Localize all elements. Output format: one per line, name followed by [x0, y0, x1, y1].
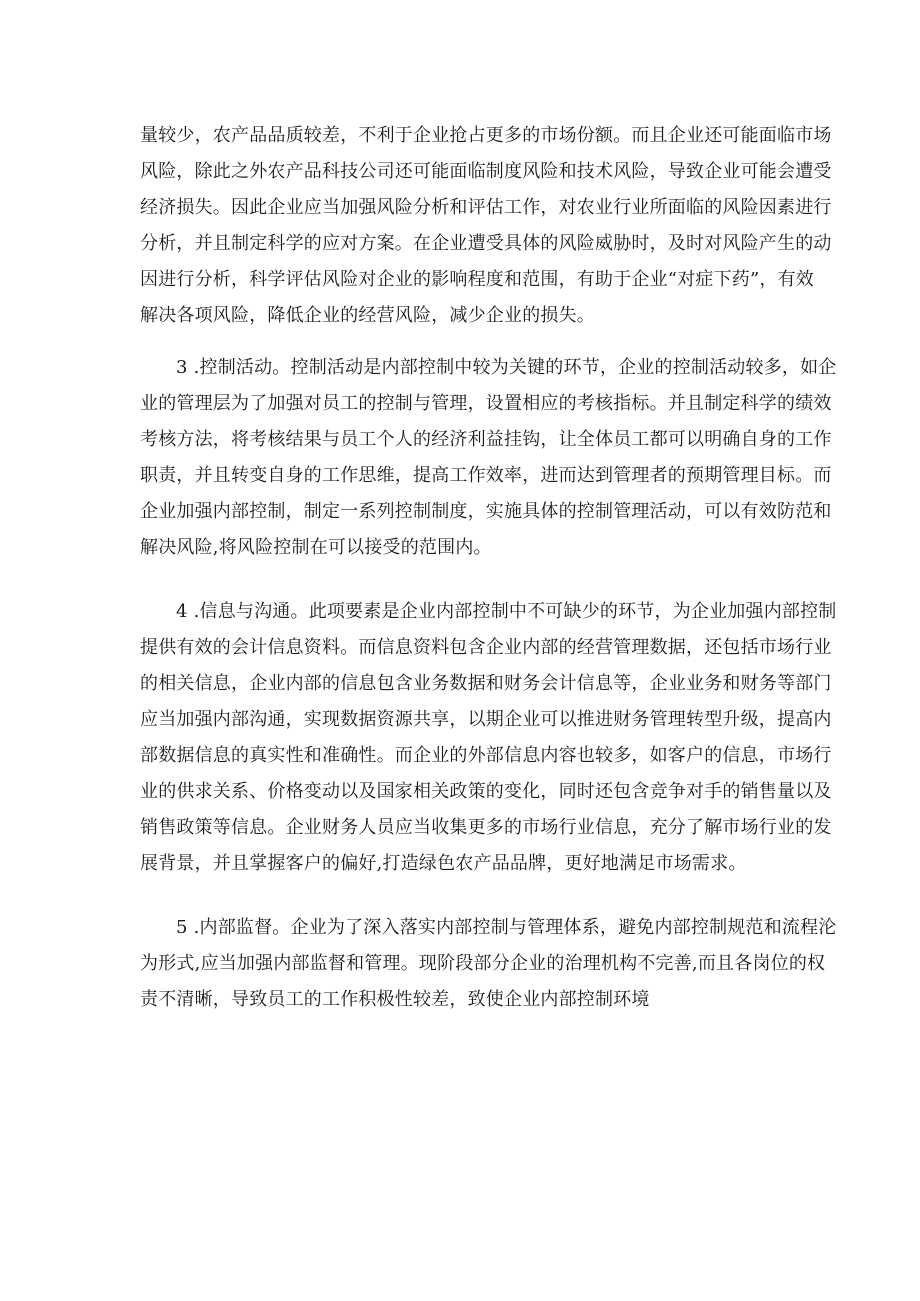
text-line: 展背景，并且掌握客户的偏好,打造绿色农产品品牌，更好地满足市场需求。 — [140, 853, 747, 874]
text-line: 责不清晰，导致员工的工作积极性较差，致使企业内部控制环境 — [140, 989, 650, 1010]
text-line: 部数据信息的真实性和准确性。而企业的外部信息内容也较多，如客户的信息，市场行 — [140, 745, 832, 766]
text-line: 3 .控制活动。控制活动是内部控制中较为关键的环节，企业的控制活动较多，如企 — [176, 357, 837, 378]
text-line: 业的供求关系、价格变动以及国家相关政策的变化，同时还包含竞争对手的销售量以及 — [140, 781, 832, 802]
text-line: 4 .信息与沟通。此项要素是企业内部控制中不可缺少的环节，为企业加强内部控制 — [176, 601, 837, 622]
text-line: 应当加强内部沟通，实现数据资源共享，以期企业可以推进财务管理转型升级，提高内 — [140, 709, 832, 730]
text-line: 考核方法，将考核结果与员工个人的经济利益挂钩，让全体员工都可以明确自身的工作 — [140, 429, 832, 450]
text-line: 风险，除此之外农产品科技公司还可能面临制度风险和技术风险，导致企业可能会遭受 — [140, 161, 832, 182]
text-line: 解决各项风险，降低企业的经营风险，减少企业的损失。 — [140, 305, 595, 326]
text-line: 因进行分析，科学评估风险对企业的影响程度和范围，有助于企业“对症下药”，有效 — [140, 269, 815, 290]
text-line: 为形式,应当加强内部监督和管理。现阶段部分企业的治理机构不完善,而且各岗位的权 — [140, 953, 826, 974]
text-line: 业的管理层为了加强对员工的控制与管理，设置相应的考核指标。并且制定科学的绩效 — [140, 393, 832, 414]
text-line: 企业加强内部控制，制定一系列控制制度，实施具体的控制管理活动，可以有效防范和 — [140, 501, 832, 522]
text-line: 经济损失。因此企业应当加强风险分析和评估工作，对农业行业所面临的风险因素进行 — [140, 197, 832, 218]
text-line: 销售政策等信息。企业财务人员应当收集更多的市场行业信息，充分了解市场行业的发 — [140, 817, 832, 838]
text-line: 解决风险,将风险控制在可以接受的范围内。 — [140, 537, 492, 558]
text-line: 分析，并且制定科学的应对方案。在企业遭受具体的风险威胁时，及时对风险产生的动 — [140, 233, 832, 254]
text-line: 5 .内部监督。企业为了深入落实内部控制与管理体系，避免内部控制规范和流程沦 — [176, 917, 837, 938]
text-line: 的相关信息，企业内部的信息包含业务数据和财务会计信息等，企业业务和财务等部门 — [140, 673, 832, 694]
text-line: 提供有效的会计信息资料。而信息资料包含企业内部的经营管理数据，还包括市场行业 — [140, 637, 832, 658]
text-line: 量较少，农产品品质较差，不利于企业抢占更多的市场份额。而且企业还可能面临市场 — [140, 125, 832, 146]
text-line: 职责，并且转变自身的工作思维，提高工作效率，进而达到管理者的预期管理目标。而 — [140, 465, 832, 486]
